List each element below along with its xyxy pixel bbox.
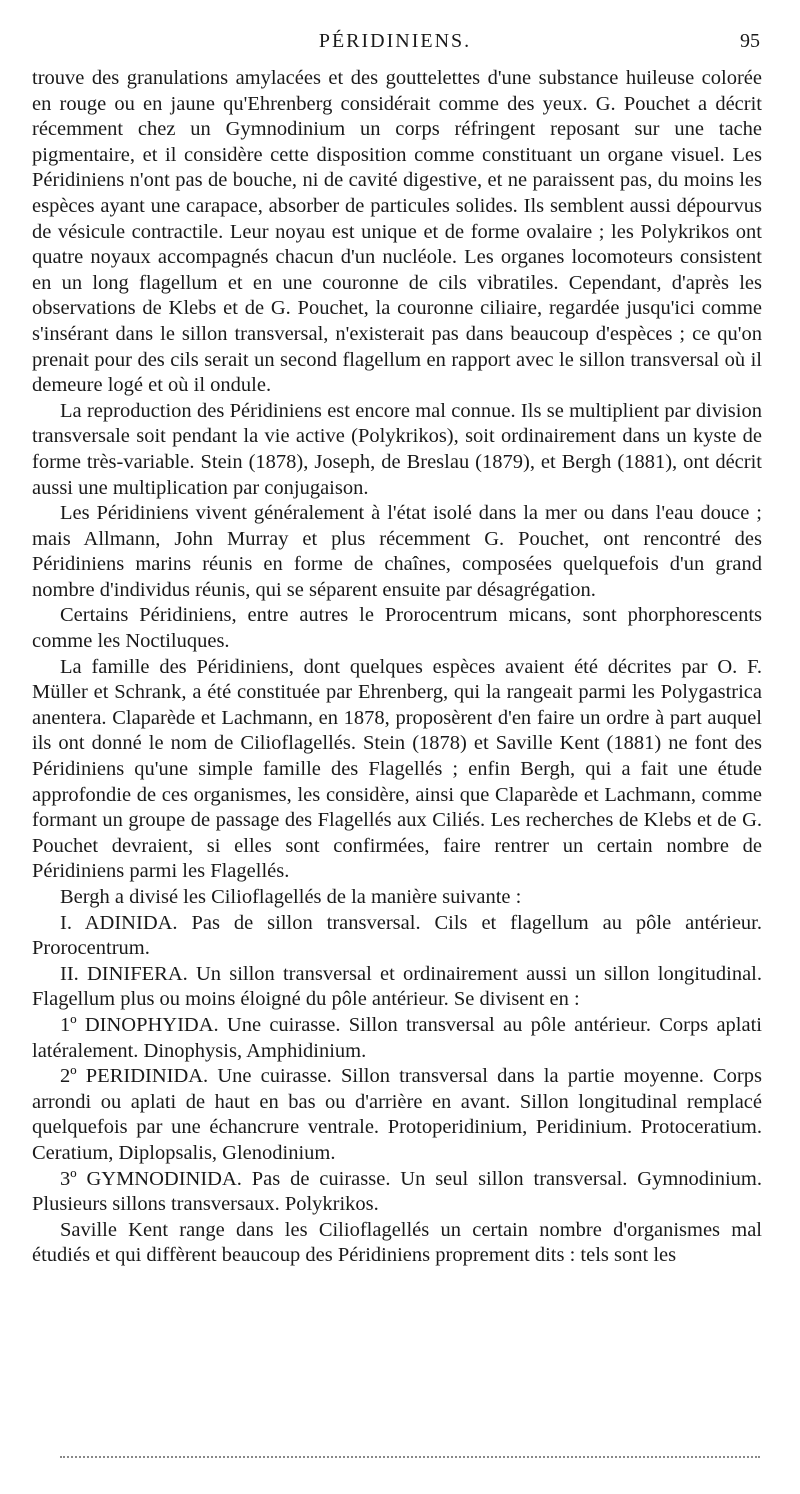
running-title: PÉRIDINIENS. <box>318 30 472 52</box>
paragraph: Certains Péridiniens, entre autres le Prorocentrum micans, sont phorphorescents comme les Noctiluques. <box>32 604 762 653</box>
classification-item: I. ADINIDA. Pas de sillon transversal. Cils et flagellum au pôle antérieur. Prorocentrum. <box>32 911 762 960</box>
paragraph: Les Péridiniens vivent généralement à l'état isolé dans la mer ou dans l'eau douce ; mais Allmann, John Murray et plus récemment G. Pouchet, ont rencontré des Péridiniens marins réunis en forme de chaînes, composées quelquefois d'un grand nombre d'individus réunis, qui se séparent ensuite par désagrégation. <box>32 502 762 601</box>
classification-subitem: 2º PERIDINIDA. Une cuirasse. Sillon transversal dans la partie moyenne. Corps arrondi ou aplati de haut en bas ou d'arrière en avant. Sillon longitudinal remplacé quelquefois par une échancrure ventrale. Protoperidinium, Peridinium. Protoceratium. Ceratium, Diplopsalis, Glenodinium. <box>32 1065 762 1164</box>
classification-item: II. DINIFERA. Un sillon transversal et ordinairement aussi un sillon longitudinal. Flagellum plus ou moins éloigné du pôle antérieur. Se divisent en : <box>32 962 762 1011</box>
page-number: 95 <box>740 30 760 52</box>
paragraph: La reproduction des Péridiniens est encore mal connue. Ils se multiplient par division transversale soit pendant la vie active (Polykrikos), soit ordinairement dans un kyste de forme très-variable. Stein (1878), Joseph, de Breslau (1879), et Bergh (1881), ont décrit aussi une multiplication par conjugaison. <box>32 399 762 499</box>
page-header <box>30 30 760 60</box>
paragraph: Bergh a divisé les Cilioflagellés de la manière suivante : <box>60 886 522 908</box>
paragraph: La famille des Péridiniens, dont quelques espèces avaient été décrites par O. F. Müller et Schrank, a été constituée par Ehrenberg, qui la rangeait parmi les Polygastrica anentera. Claparède et Lachmann, en 1878, proposèrent d'en faire un ordre à part auquel ils ont donné le nom de Cilioflagellés. Stein (1878) et Saville Kent (1881) ne font des Péridiniens qu'une simple famille des Flagellés ; enfin Bergh, qui a fait une étude approfondie de ces organismes, les considère, ainsi que Claparède et Lachmann, comme formant un groupe de passage des Flagellés aux Ciliés. Les recherches de Klebs et de G. Pouchet devraient, si elles sont confirmées, faire rentrer un certain nombre de Péridiniens parmi les Flagellés. <box>32 655 762 883</box>
paragraph: trouve des granulations amylacées et des gouttelettes d'une substance huileuse colorée en rouge ou en jaune qu'Ehrenberg considérait comme des yeux. G. Pouchet a décrit récemment chez un Gymnodinium un corps réfringent reposant sur une tache pigmentaire, et il considère cette disposition comme constituant un organe visuel. Les Péridiniens n'ont pas de bouche, ni de cavité digestive, et ne paraissent pas, du moins les espèces ayant une carapace, absorber de particules solides. Ils semblent aussi dépourvus de vésicule contractile. Leur noyau est unique et de forme ovalaire ; les Polykrikos ont quatre noyaux accompagnés chacun d'un nucléole. Les organes locomoteurs consistent en un long flagellum et en une couronne de cils vibratiles. Cependant, d'après les observations de Klebs et de G. Pouchet, la couronne ciliaire, regardée jusqu'ici comme s'insérant dans le sillon transversal, n'existerait pas dans beaucoup d'espèces ; ce qu'on prenait pour des cils serait un second flagellum en rapport avec le sillon transversal où il demeure logé et où il ondule. <box>32 67 762 397</box>
classification-subitem: 1º DINOPHYIDA. Une cuirasse. Sillon transversal au pôle antérieur. Corps aplati latéralement. Dinophysis, Amphidinium. <box>32 1013 762 1062</box>
body-text <box>32 66 762 1269</box>
footer-rule <box>60 1456 760 1458</box>
paragraph: Saville Kent range dans les Cilioflagellés un certain nombre d'organismes mal étudiés et qui diffèrent beaucoup des Péridiniens proprement dits : tels sont les <box>32 1218 762 1267</box>
classification-subitem: 3º GYMNODINIDA. Pas de cuirasse. Un seul sillon transversal. Gymnodinium. Plusieurs sillons transversaux. Polykrikos. <box>32 1167 762 1216</box>
